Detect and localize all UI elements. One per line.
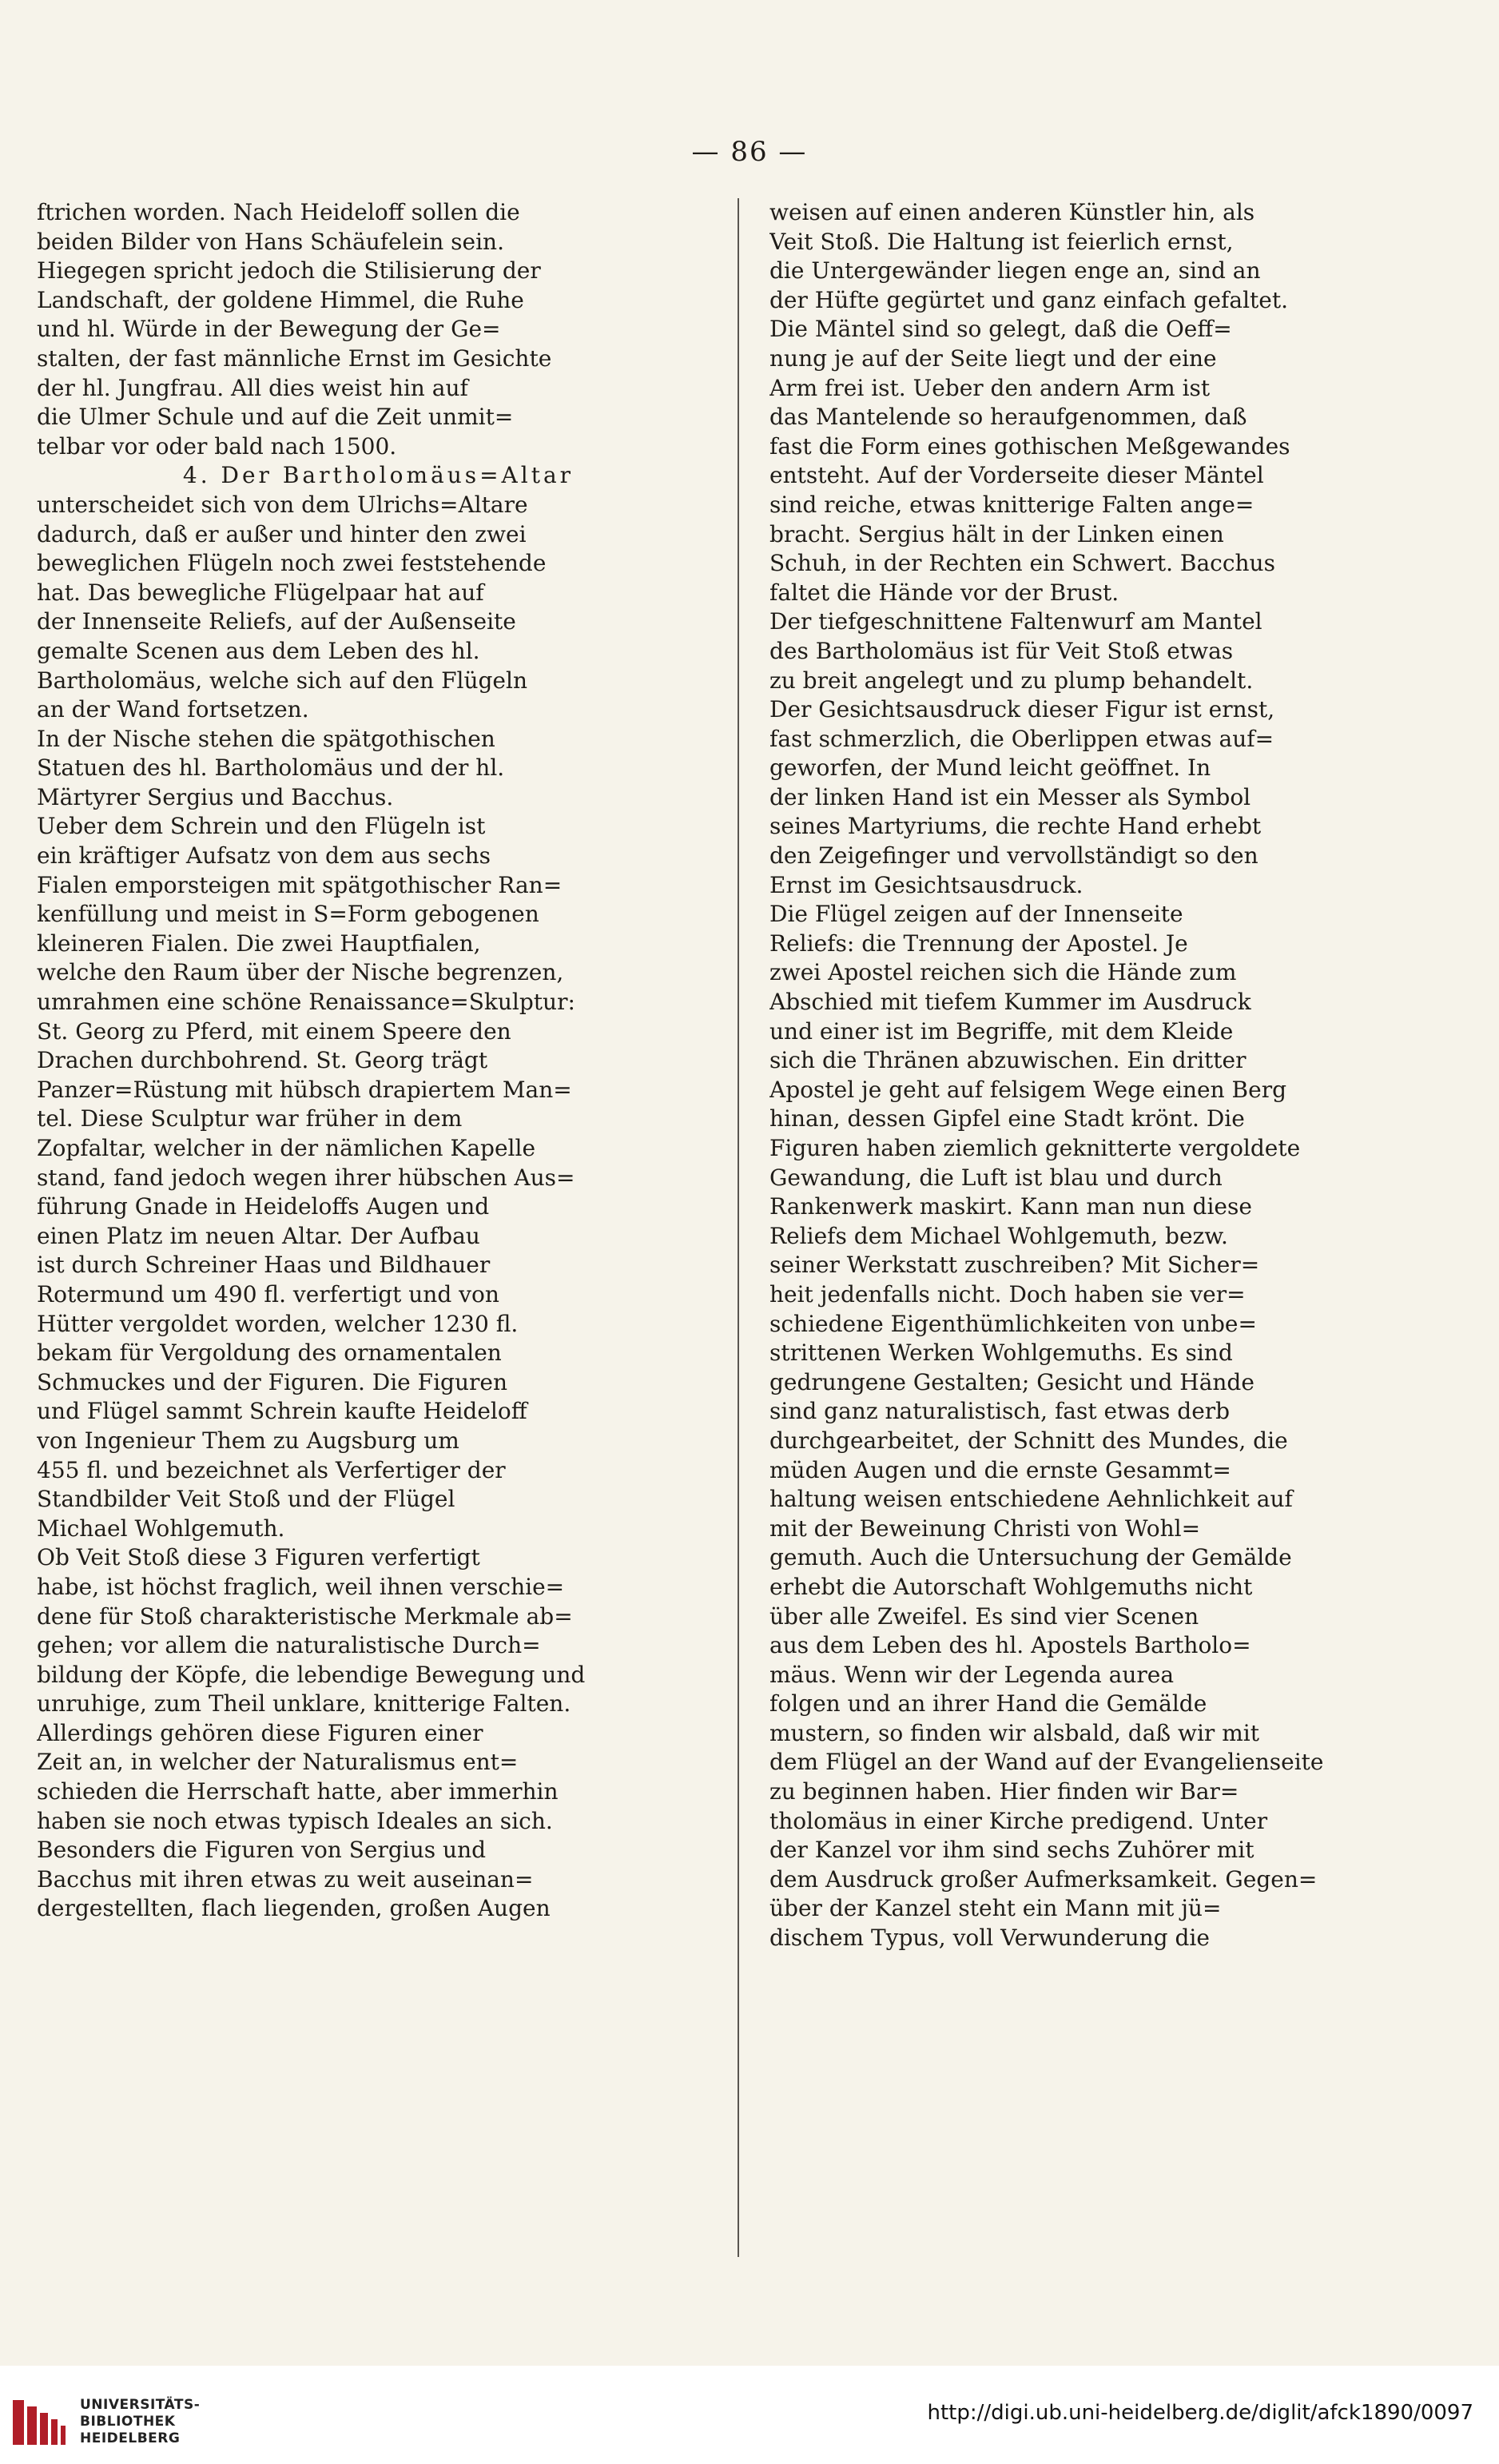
text-line: 455 fl. und bezeichnet als Verfertiger der [37,1456,506,1483]
text-line: Statuen des hl. Bartholomäus und der hl. [37,754,505,782]
right-column [769,198,1453,2276]
text-line: den Zeigefinger und vervollständigt so den [769,842,1258,870]
text-line: ist durch Schreiner Haas und Bildhauer [37,1252,491,1279]
text-line: fast die Form eines gothischen Meßgewandes [769,432,1290,460]
source-url-link[interactable]: http://digi.ub.uni-heidelberg.de/diglit/afck1890/0097 [927,2401,1473,2425]
text-line: dadurch, daß er außer und hinter den zwei [37,520,527,547]
text-line: und einer ist im Begriffe, mit dem Kleide [769,1017,1234,1045]
text-line: über alle Zweifel. Es sind vier Scenen [769,1602,1199,1630]
text-line: haltung weisen entschiedene Aehnlichkeit auf [769,1486,1293,1513]
text-line: erhebt die Autorschaft Wohlgemuths nicht [769,1573,1253,1600]
text-line: welche den Raum über der Nische begrenzen, [37,959,564,986]
text-line: Der tiefgeschnittene Faltenwurf am Mantel [769,608,1262,635]
text-line: und Flügel sammt Schrein kaufte Heideloff [37,1398,527,1425]
text-line: Besonders die Figuren von Sergius und [37,1837,487,1864]
text-line: Hütter vergoldet worden, welcher 1230 fl. [37,1310,519,1337]
section-heading: 4. Der Bartholomäus=Altar [182,462,575,489]
text-line: Allerdings gehören diese Figuren einer [37,1719,483,1746]
text-line: mustern, so finden wir alsbald, daß wir mit [769,1719,1259,1746]
text-line: und hl. Würde in der Bewegung der Ge= [37,316,501,343]
text-line: müden Augen und die ernste Gesammt= [769,1456,1231,1483]
text-line: schieden die Herrschaft hatte, aber immerhin [37,1778,559,1805]
text-line: Michael Wohlgemuth. [37,1515,285,1542]
text-line: sich die Thränen abzuwischen. Ein dritter [769,1047,1247,1074]
text-line: über der Kanzel steht ein Mann mit jü= [769,1895,1222,1922]
text-line: die Untergewänder liegen enge an, sind an [769,257,1261,285]
text-line: der Innenseite Reliefs, auf der Außenseite [37,608,516,635]
text-line: faltet die Hände vor der Brust. [769,579,1119,606]
left-column [37,198,720,2276]
text-line: Fialen emporsteigen mit spätgothischer Ran= [37,871,563,898]
text-line: Veit Stoß. Die Haltung ist feierlich ernst, [769,228,1234,255]
text-line: St. Georg zu Pferd, mit einem Speere den [37,1017,511,1045]
text-line: ein kräftiger Aufsatz von dem aus sechs [37,842,491,870]
text-line: beiden Bilder von Hans Schäufelein sein. [37,228,504,255]
text-line: entsteht. Auf der Vorderseite dieser Mäntel [769,462,1264,489]
text-line: kleineren Fialen. Die zwei Hauptfialen, [37,929,481,957]
text-line: zu beginnen haben. Hier finden wir Bar= [769,1778,1239,1805]
text-line: Ob Veit Stoß diese 3 Figuren verfertigt [37,1544,480,1571]
logo-line: HEIDELBERG [80,2430,181,2446]
text-line: zu breit angelegt und zu plump behandelt. [769,667,1254,694]
text-line: Schuh, in der Rechten ein Schwert. Bacchus [769,550,1275,577]
text-line: des Bartholomäus ist für Veit Stoß etwas [769,637,1234,664]
text-line: von Ingenieur Them zu Augsburg um [37,1427,459,1454]
text-line: beweglichen Flügeln noch zwei feststehende [37,550,547,577]
text-line: durchgearbeitet, der Schnitt des Mundes, die [769,1427,1288,1454]
text-line: Zeit an, in welcher der Naturalismus ent= [37,1749,519,1776]
text-line: hinan, dessen Gipfel eine Stadt krönt. Die [769,1105,1245,1132]
text-line: unruhige, zum Theil unklare, knitterige Falten. [37,1690,571,1718]
page-number: — 86 — [691,136,808,168]
text-line: Märtyrer Sergius und Bacchus. [37,783,394,810]
text-line: Ueber dem Schrein und den Flügeln ist [37,813,486,840]
text-line: dischem Typus, voll Verwunderung die [769,1925,1210,1952]
text-line: Reliefs: die Trennung der Apostel. Je [769,929,1188,957]
library-logo-text [80,2397,200,2447]
text-line: Schmuckes und der Figuren. Die Figuren [37,1368,507,1395]
text-line: Zopfaltar, welcher in der nämlichen Kapelle [37,1135,536,1161]
text-line: der linken Hand ist ein Messer als Symbol [769,783,1251,810]
text-line: Arm frei ist. Ueber den andern Arm ist [769,374,1211,401]
text-line: Die Mäntel sind so gelegt, daß die Oeff= [769,316,1232,343]
text-line: haben sie noch etwas typisch Ideales an sich. [37,1807,553,1834]
text-line: bracht. Sergius hält in der Linken einen [769,520,1224,547]
text-line: stand, fand jedoch wegen ihrer hübschen Aus= [37,1164,575,1191]
text-line: Reliefs dem Michael Wohlgemuth, bezw. [769,1222,1228,1249]
logo-line: UNIVERSITÄTS- [80,2397,201,2413]
logo-line: BIBLIOTHEK [80,2414,176,2430]
text-line: Hiegegen spricht jedoch die Stilisierung der [37,257,541,285]
text-line: geworfen, der Mund leicht geöffnet. In [769,754,1211,782]
text-line: umrahmen eine schöne Renaissance=Skulptur: [37,989,575,1016]
text-line: aus dem Leben des hl. Apostels Bartholo= [769,1632,1251,1659]
text-line: Drachen durchbohrend. St. Georg trägt [37,1047,488,1074]
text-line: Gewandung, die Luft ist blau und durch [769,1164,1223,1191]
text-line: tel. Diese Sculptur war früher in dem [37,1105,463,1132]
text-line: der Kanzel vor ihm sind sechs Zuhörer mit [769,1837,1254,1864]
text-line: gehen; vor allem die naturalistische Durch= [37,1632,541,1659]
text-line: Standbilder Veit Stoß und der Flügel [37,1486,455,1513]
text-line: sind reiche, etwas knitterige Falten ange= [769,491,1254,518]
text-line: unterscheidet sich von dem Ulrichs=Altare [37,491,528,518]
text-line: kenfüllung und meist in S=Form gebogenen [37,901,539,928]
text-line: einen Platz im neuen Altar. Der Aufbau [37,1222,480,1249]
text-line: seiner Werkstatt zuschreiben? Mit Sicher= [769,1252,1260,1279]
text-line: Ernst im Gesichtsausdruck. [769,871,1083,898]
text-line: schiedene Eigenthümlichkeiten von unbe= [769,1310,1257,1337]
text-line: Der Gesichtsausdruck dieser Figur ist ernst, [769,696,1275,723]
text-line: Landschaft, der goldene Himmel, die Ruhe [37,286,524,313]
text-line: nung je auf der Seite liegt und der eine [769,344,1217,372]
text-line: tholomäus in einer Kirche predigend. Unter [769,1807,1268,1834]
text-line: Abschied mit tiefem Kummer im Ausdruck [769,989,1251,1016]
library-logo[interactable] [11,2394,201,2450]
text-line: Rotermund um 490 fl. verfertigt und von [37,1280,499,1308]
library-logo-icon [11,2398,70,2446]
text-line: folgen und an ihrer Hand die Gemälde [769,1690,1207,1718]
text-line: gedrungene Gestalten; Gesicht und Hände [769,1368,1254,1395]
text-line: habe, ist höchst fraglich, weil ihnen verschie= [37,1573,565,1600]
text-line: Figuren haben ziemlich geknitterte vergoldete [769,1135,1301,1161]
text-line: telbar vor oder bald nach 1500. [37,432,397,460]
text-line: an der Wand fortsetzen. [37,696,309,723]
text-line: gemuth. Auch die Untersuchung der Gemälde [769,1544,1292,1571]
text-line: dene für Stoß charakteristische Merkmale ab= [37,1602,573,1630]
text-line: mit der Beweinung Christi von Wohl= [769,1515,1201,1542]
text-line: Panzer=Rüstung mit hübsch drapiertem Man= [37,1076,572,1103]
column-divider [738,198,739,2257]
text-line: das Mantelende so heraufgenommen, daß [769,404,1247,431]
text-line: Die Flügel zeigen auf der Innenseite [769,901,1183,928]
text-line: sind ganz naturalistisch, fast etwas derb [769,1398,1231,1425]
text-line: führung Gnade in Heideloffs Augen und [37,1193,490,1220]
text-line: Bartholomäus, welche sich auf den Flügeln [37,667,527,694]
text-line: Apostel je geht auf felsigem Wege einen Berg [769,1076,1287,1103]
text-line: der hl. Jungfrau. All dies weist hin auf [37,374,468,401]
text-line: stalten, der fast männliche Ernst im Gesichte [37,344,552,372]
text-line: gemalte Scenen aus dem Leben des hl. [37,637,480,664]
text-line: strittenen Werken Wohlgemuths. Es sind [769,1339,1233,1367]
text-line: seines Martyriums, die rechte Hand erhebt [769,813,1262,840]
text-line: heit jedenfalls nicht. Doch haben sie ver= [769,1280,1246,1308]
text-line: dergestellten, flach liegenden, großen Augen [37,1895,551,1922]
text-line: der Hüfte gegürtet und ganz einfach gefaltet. [769,286,1289,313]
text-line: Rankenwerk maskirt. Kann man nun diese [769,1193,1252,1220]
text-line: ftrichen worden. Nach Heideloff sollen die [37,199,520,225]
text-line: zwei Apostel reichen sich die Hände zum [769,959,1237,986]
text-line: dem Ausdruck großer Aufmerksamkeit. Gegen= [769,1865,1318,1893]
text-line: In der Nische stehen die spätgothischen [37,725,495,752]
text-line: bildung der Köpfe, die lebendige Bewegung und [37,1661,586,1688]
text-line: bekam für Vergoldung des ornamentalen [37,1339,502,1367]
text-line: die Ulmer Schule und auf die Zeit unmit= [37,404,514,431]
text-line: mäus. Wenn wir der Legenda aurea [769,1661,1175,1688]
text-line: Bacchus mit ihren etwas zu weit auseinan= [37,1865,534,1893]
text-line: fast schmerzlich, die Oberlippen etwas auf= [769,725,1274,752]
text-line: dem Flügel an der Wand auf der Evangelienseite [769,1749,1324,1776]
text-line: weisen auf einen anderen Künstler hin, als [769,199,1255,225]
text-line: hat. Das bewegliche Flügelpaar hat auf [37,579,484,606]
